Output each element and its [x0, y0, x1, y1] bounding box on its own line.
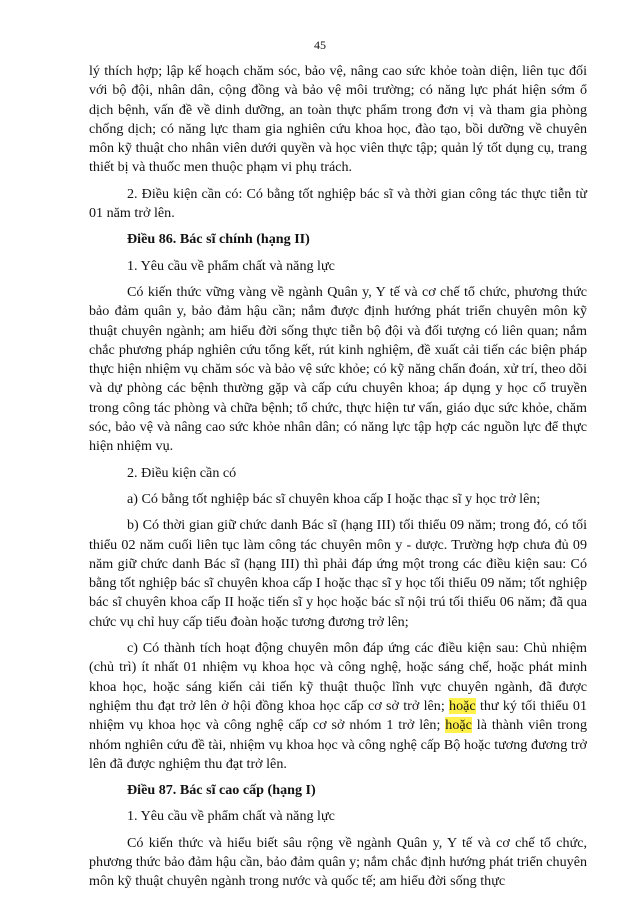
paragraph: Có kiến thức vững vàng về ngành Quân y, Y tế và cơ chế tổ chức, phương thức bảo đảm quân y, bảo đảm hậu cần; nắm được định hướng phát triển chuyên môn kỹ thuật chuyên ngành; am hiểu đời sống thực tiễn bộ đội và đối tượng có liên quan; nắm chắc phương pháp nghiên cứu tổng kết, rút kinh nghiệm, đề xuất cải tiến các biện pháp thực hiện nhiệm vụ chăm sóc và bảo vệ sức khỏe; có kỹ năng chẩn đoán, xử trí, theo dõi và dự phòng các bệnh thường gặp và cấp cứu chuyên khoa; áp dụng y học cổ truyền trong công tác phòng và chữa bệnh; tổ chức, thực hiện tư vấn, giáo dục sức khỏe, chăm sóc, bảo vệ và nâng cao sức khỏe nhân dân; có năng lực tập hợp các nguồn lực để thực hiện nhiệm vụ. — [89, 283, 587, 455]
document-body — [89, 62, 587, 899]
page-number: 45 — [314, 38, 326, 52]
paragraph: a) Có bằng tốt nghiệp bác sĩ chuyên khoa cấp I hoặc thạc sĩ y học trở lên; — [127, 490, 541, 507]
article-heading: Điều 86. Bác sĩ chính (hạng II) — [127, 231, 310, 248]
highlighted-word: hoặc — [449, 697, 476, 714]
article-heading: Điều 87. Bác sĩ cao cấp (hạng I) — [127, 782, 316, 799]
paragraph: 2. Điều kiện cần có — [127, 464, 237, 481]
paragraph: 1. Yêu cầu về phẩm chất và năng lực — [127, 257, 335, 274]
paragraph: Có kiến thức và hiểu biết sâu rộng về ngành Quân y, Y tế và cơ chế tổ chức, phương thức bảo đảm hậu cần, bảo đảm quân y; nắm chắc định hướng phát triển chuyên môn kỹ thuật chuyên ngành trong nước và quốc tế; am hiểu đời sống thực — [89, 834, 587, 890]
highlighted-word: hoặc — [445, 717, 472, 734]
paragraph: 1. Yêu cầu về phẩm chất và năng lực — [127, 808, 335, 825]
paragraph-text: là thành viên trong nhóm nghiên cứu đề tài, nhiệm vụ khoa học và công nghệ cấp Bộ hoặc tương đương trở lên đã được nghiệm thu đạt trở lên. — [89, 717, 587, 772]
paragraph-text: thư ký tối thiểu 01 nhiệm vụ khoa học và công nghệ cấp cơ sở nhóm 1 trở lên; — [89, 697, 587, 734]
paragraph — [89, 639, 587, 774]
paragraph: lý thích hợp; lập kế hoạch chăm sóc, bảo vệ, nâng cao sức khỏe toàn diện, liên tục đối với bộ đội, nhân dân, cộng đồng và bảo vệ môi trường; có năng lực phát hiện sớm ổ dịch bệnh, vấn đề về dinh dưỡng, an toàn thực phẩm trong đơn vị và tham gia phòng chống dịch; có năng lực tham gia nghiên cứu khoa học, đào tạo, bồi dưỡng về chuyên môn kỹ thuật cho nhân viên dưới quyền và học viên thực tập; quản lý tốt dụng cụ, trang thiết bị và thuốc men thuộc phạm vi phụ trách. — [89, 63, 587, 176]
paragraph: b) Có thời gian giữ chức danh Bác sĩ (hạng III) tối thiểu 09 năm; trong đó, có tối thiểu 02 năm cuối liên tục làm công tác chuyên môn y - dược. Trường hợp chưa đủ 09 năm giữ chức danh Bác sĩ (hạng III) thì phải đáp ứng một trong các điều kiện sau: Có bằng tốt nghiệp bác sĩ chuyên khoa cấp I hoặc thạc sĩ y học tối thiểu 09 năm; tốt nghiệp bác sĩ chuyên khoa cấp II hoặc tiến sĩ y học hoặc bác sĩ nội trú tối thiểu 06 năm; đã qua chức vụ chỉ huy cấp tiểu đoàn hoặc tương đương trở lên; — [89, 517, 587, 630]
paragraph-text: c) Có thành tích hoạt động chuyên môn đáp ứng các điều kiện sau: Chủ nhiệm (chủ trì) ít nhất 01 nhiệm vụ khoa học và công nghệ, hoặc sáng chế, hoặc phát minh khoa học, hoặc sáng kiến cải tiến kỹ thuật thuộc lĩnh vực chuyên ngành, đã được nghiệm thu đạt trở lên ở hội đồng khoa học cấp cơ sở trở lên; — [89, 640, 587, 714]
paragraph: 2. Điều kiện cần có: Có bằng tốt nghiệp bác sĩ và thời gian công tác thực tiễn từ 01 năm trở lên. — [89, 185, 587, 222]
